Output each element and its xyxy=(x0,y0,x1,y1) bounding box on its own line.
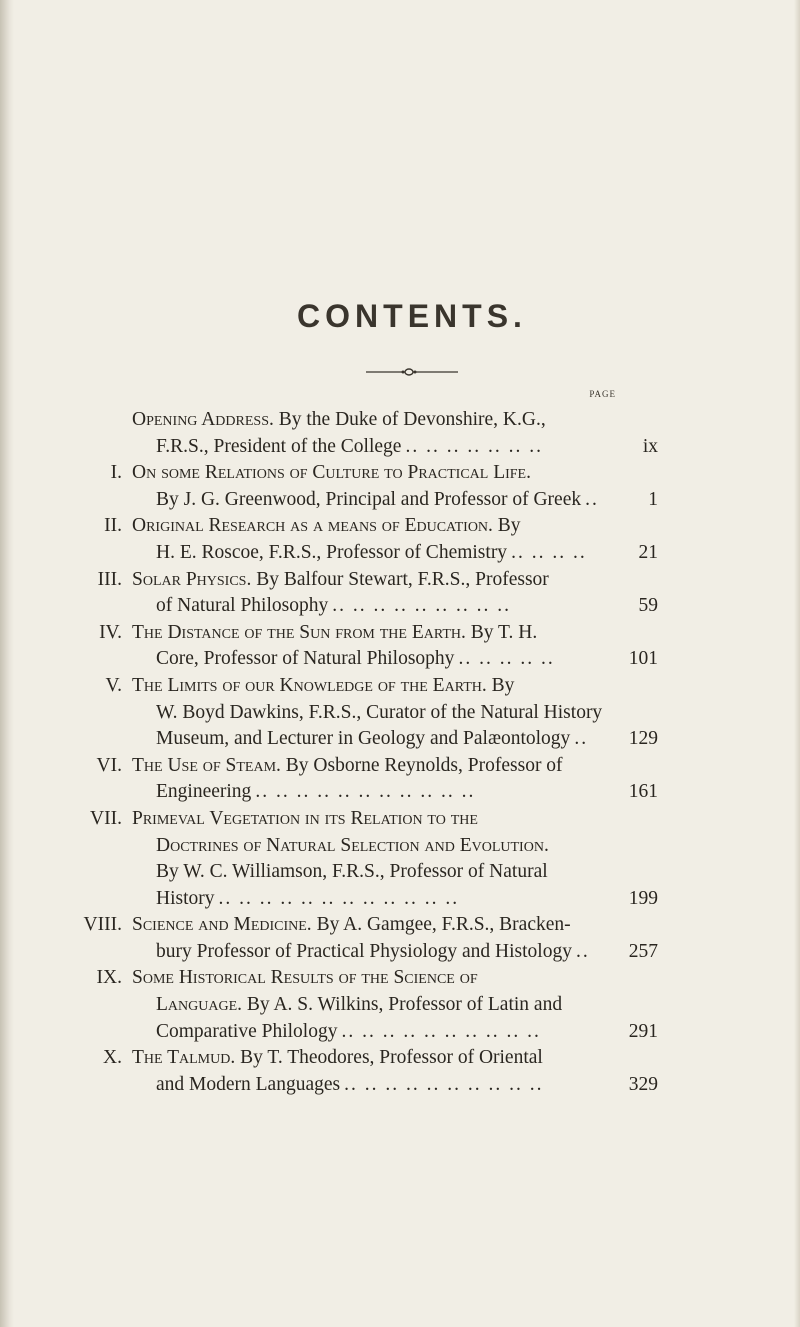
toc-title-line xyxy=(132,912,616,939)
toc-entry xyxy=(0,965,800,1045)
chapter-numeral: VII. xyxy=(90,807,122,829)
toc-title-suffix: By T. Theodores, Professor of Oriental xyxy=(240,1047,543,1069)
toc-title-suffix: By Balfour Stewart, F.R.S., Professor xyxy=(256,568,549,590)
page-number: 59 xyxy=(638,595,658,617)
chapter-numeral: IX. xyxy=(96,967,122,989)
toc-entry xyxy=(0,460,800,513)
toc-title-suffix: By T. H. xyxy=(470,621,538,643)
dot-leader: .. xyxy=(575,940,590,962)
chapter-numeral: VIII. xyxy=(83,914,122,936)
toc-entry xyxy=(0,673,800,753)
toc-title: The Distance of the Sun from the Earth. xyxy=(132,621,466,643)
toc-entry xyxy=(0,567,800,620)
toc-line: Engineering xyxy=(156,781,252,803)
page-number: 101 xyxy=(628,648,658,670)
page-column-label: PAGE xyxy=(589,389,616,399)
toc-entry xyxy=(0,912,800,965)
toc-last-line xyxy=(156,487,626,514)
toc-line: By W. C. Williamson, F.R.S., Professor of Natural xyxy=(156,861,548,883)
toc-title-suffix: By Osborne Reynolds, Professor of xyxy=(285,754,563,776)
toc-title: Science and Medicine. xyxy=(132,914,312,936)
dot-leader: .. .. .. .. .. .. .. .. .. .. .. xyxy=(255,781,476,803)
toc-title-line xyxy=(156,992,616,1019)
toc-last-line xyxy=(156,434,626,461)
toc-title: The Talmud. xyxy=(132,1047,236,1069)
toc-title-suffix: By xyxy=(491,674,515,696)
toc-entry xyxy=(0,753,800,806)
page-number: 291 xyxy=(628,1020,658,1042)
toc-line: Core, Professor of Natural Philosophy xyxy=(156,648,455,670)
toc-title: Opening Address. xyxy=(132,409,274,430)
page-number: 161 xyxy=(628,781,658,803)
toc-title-line xyxy=(132,753,616,780)
chapter-numeral: I. xyxy=(110,462,122,484)
dot-leader: .. .. .. .. .. .. .. .. .. .. .. .. xyxy=(218,887,460,909)
dot-leader: .. .. .. .. .. xyxy=(458,648,555,670)
toc-title-line xyxy=(132,1045,616,1072)
toc-entry xyxy=(0,513,800,566)
page-number: 257 xyxy=(628,940,658,962)
toc-title: Original Research as a means of Education. xyxy=(132,515,493,537)
contents-list xyxy=(0,407,800,1098)
page-number: 329 xyxy=(628,1073,658,1095)
dot-leader: .. .. .. .. .. .. .. .. .. xyxy=(332,595,511,617)
toc-title-suffix: By A. Gamgee, F.R.S., Bracken- xyxy=(316,914,571,936)
page-number: 129 xyxy=(628,728,658,750)
dot-leader: .. .. .. .. .. .. .. xyxy=(405,435,543,457)
page-number: 21 xyxy=(638,541,658,563)
toc-entry xyxy=(0,1045,800,1098)
chapter-numeral: V. xyxy=(105,674,122,696)
ornament-divider xyxy=(366,367,458,377)
chapter-numeral: IV. xyxy=(99,621,122,643)
toc-title-line xyxy=(132,513,616,540)
toc-title-line xyxy=(132,620,616,647)
toc-last-line xyxy=(156,886,626,913)
toc-line: W. Boyd Dawkins, F.R.S., Curator of the Natural History xyxy=(156,701,603,723)
toc-entry xyxy=(0,620,800,673)
dot-leader: .. .. .. .. .. .. .. .. .. .. xyxy=(344,1073,544,1095)
chapter-numeral: X. xyxy=(103,1047,122,1069)
toc-title-line xyxy=(132,567,616,594)
dot-leader: .. .. .. .. xyxy=(511,541,587,563)
toc-title: On some Relations of Culture to Practical Life. xyxy=(132,462,531,484)
toc-title-cont: Language. xyxy=(156,994,243,1016)
page-number: ix xyxy=(642,435,658,457)
toc-last-line xyxy=(156,540,626,567)
toc-line: History xyxy=(156,887,215,909)
toc-title-line xyxy=(132,407,616,434)
toc-line: of Natural Philosophy xyxy=(156,595,329,617)
toc-line: Museum, and Lecturer in Geology and Palæontology xyxy=(156,728,571,750)
toc-entry xyxy=(0,407,800,460)
toc-last-line xyxy=(156,1072,626,1099)
toc-title-cont: By the Duke of Devonshire, K.G., xyxy=(278,409,546,430)
dot-leader: .. xyxy=(585,488,599,510)
toc-title: Primeval Vegetation in its Relation to the xyxy=(132,807,478,829)
chapter-numeral: III. xyxy=(97,568,122,590)
toc-line: and Modern Languages xyxy=(156,1073,341,1095)
toc-line: bury Professor of Practical Physiology and Histology xyxy=(156,940,572,962)
toc-title: The Use of Steam. xyxy=(132,754,281,776)
toc-title-suffix: By A. S. Wilkins, Professor of Latin and xyxy=(246,994,563,1016)
toc-last-line xyxy=(156,593,626,620)
toc-line: Comparative Philology xyxy=(156,1020,338,1042)
toc-title: Some Historical Results of the Science of xyxy=(132,967,478,989)
page-title: CONTENTS. xyxy=(297,298,527,334)
toc-title: The Limits of our Knowledge of the Earth. xyxy=(132,674,487,696)
toc-entry xyxy=(0,806,800,912)
toc-line: F.R.S., President of the College xyxy=(156,435,402,457)
toc-title-line xyxy=(132,673,616,700)
toc-line: H. E. Roscoe, F.R.S., Professor of Chemistry xyxy=(156,541,508,563)
chapter-numeral: II. xyxy=(104,515,122,537)
toc-last-line xyxy=(156,779,626,806)
toc-title-cont: Doctrines of Natural Selection and Evolution. xyxy=(156,834,549,856)
toc-last-line xyxy=(156,646,626,673)
page-number: 199 xyxy=(628,887,658,909)
dot-leader: .. xyxy=(574,728,589,750)
dot-leader: .. .. .. .. .. .. .. .. .. .. xyxy=(341,1020,541,1042)
toc-line: By J. G. Greenwood, Principal and Professor of Greek xyxy=(156,488,582,510)
toc-title-suffix: By xyxy=(497,515,521,537)
toc-last-line xyxy=(156,939,626,966)
toc-title: Solar Physics. xyxy=(132,568,252,590)
toc-last-line xyxy=(156,726,626,753)
chapter-numeral: VI. xyxy=(96,754,122,776)
toc-last-line xyxy=(156,1019,626,1046)
page-number: 1 xyxy=(648,488,658,510)
